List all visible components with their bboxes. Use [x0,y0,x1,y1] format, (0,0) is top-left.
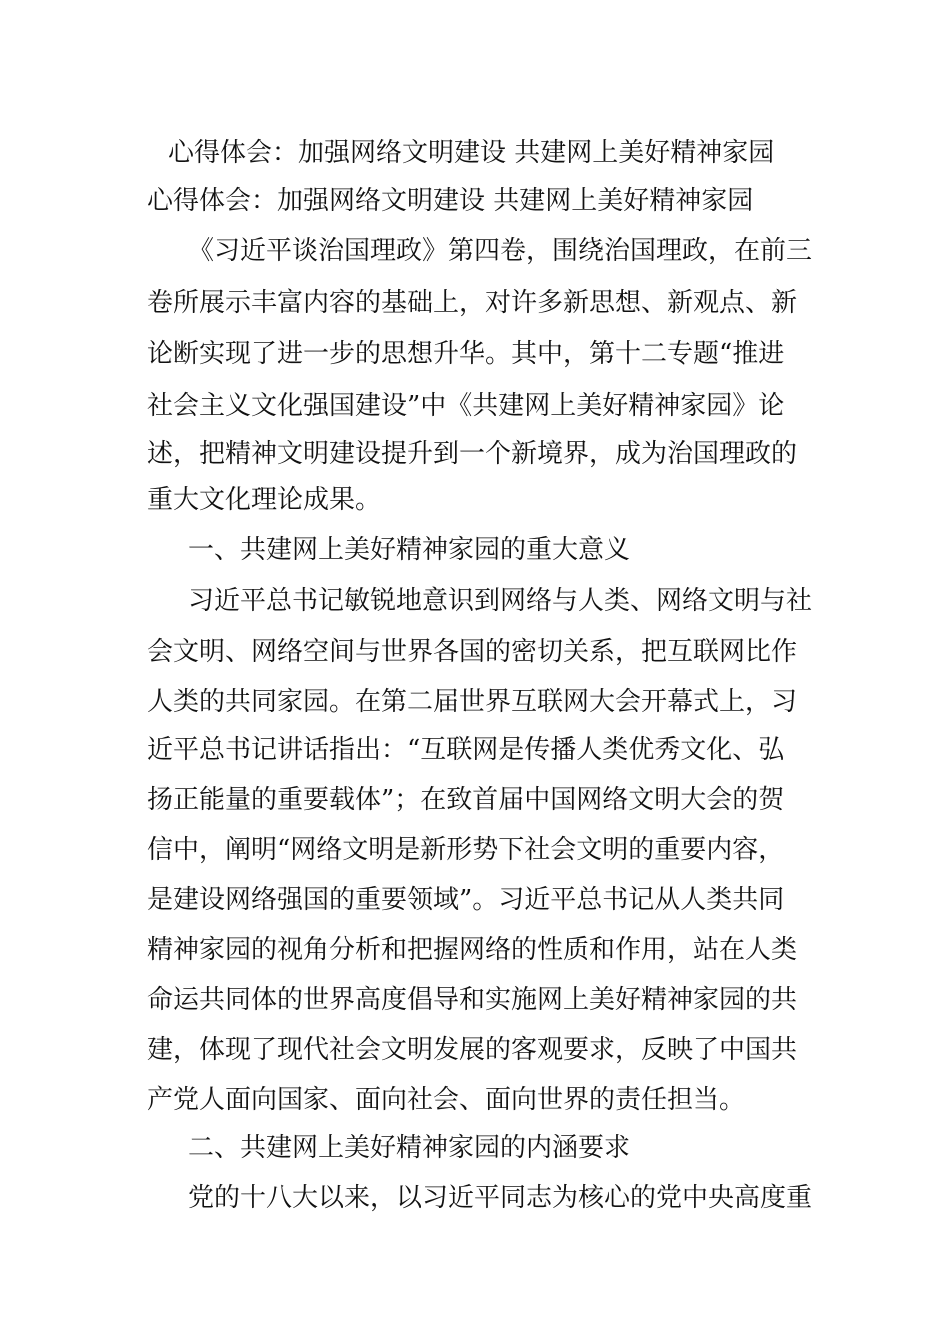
section1-line-2: 会文明、网络空间与世界各国的密切关系，把互联网比作 [147,637,798,667]
intro-line-5: 述，把精神文明建设提升到一个新境界，成为治国理政的 [147,439,798,469]
section1-line-4: 近平总书记讲话指出：“互联网是传播人类优秀文化、弘 [147,735,785,765]
section1-line-11: 产党人面向国家、面向社会、面向世界的责任担当。 [147,1085,746,1115]
section2-heading: 二、共建网上美好精神家园的内涵要求 [188,1133,631,1163]
section2-line-1: 党的十八大以来，以习近平同志为核心的党中央高度重 [188,1183,813,1213]
section1-line-9: 命运共同体的世界高度倡导和实施网上美好精神家园的共 [147,985,798,1015]
intro-line-1: 《习近平谈治国理政》第四卷，围绕治国理政，在前三 [188,236,813,266]
section1-line-3: 人类的共同家园。在第二届世界互联网大会开幕式上，习 [147,687,798,717]
intro-line-2: 卷所展示丰富内容的基础上，对许多新思想、新观点、新 [147,288,798,318]
intro-line-6: 重大文化理论成果。 [147,485,382,515]
document-subtitle: 心得体会：加强网络文明建设 共建网上美好精神家园 [147,186,754,216]
section1-line-7: 是建设网络强国的重要领域”。习近平总书记从人类共同 [147,885,785,915]
section1-heading: 一、共建网上美好精神家园的重大意义 [188,535,631,565]
section1-line-6: 信中，阐明“网络文明是新形势下社会文明的重要内容， [147,835,785,865]
intro-line-4: 社会主义文化强国建设”中《共建网上美好精神家园》论 [147,391,785,421]
section1-line-1: 习近平总书记敏锐地意识到网络与人类、网络文明与社 [188,586,813,616]
section1-line-5: 扬正能量的重要载体”；在致首届中国网络文明大会的贺 [147,785,785,815]
section1-line-8: 精神家园的视角分析和把握网络的性质和作用，站在人类 [147,935,798,965]
document-title: 心得体会：加强网络文明建设 共建网上美好精神家园 [168,138,775,168]
intro-line-3: 论断实现了进一步的思想升华。其中，第十二专题“推进 [147,339,785,369]
section1-line-10: 建，体现了现代社会文明发展的客观要求，反映了中国共 [147,1035,798,1065]
